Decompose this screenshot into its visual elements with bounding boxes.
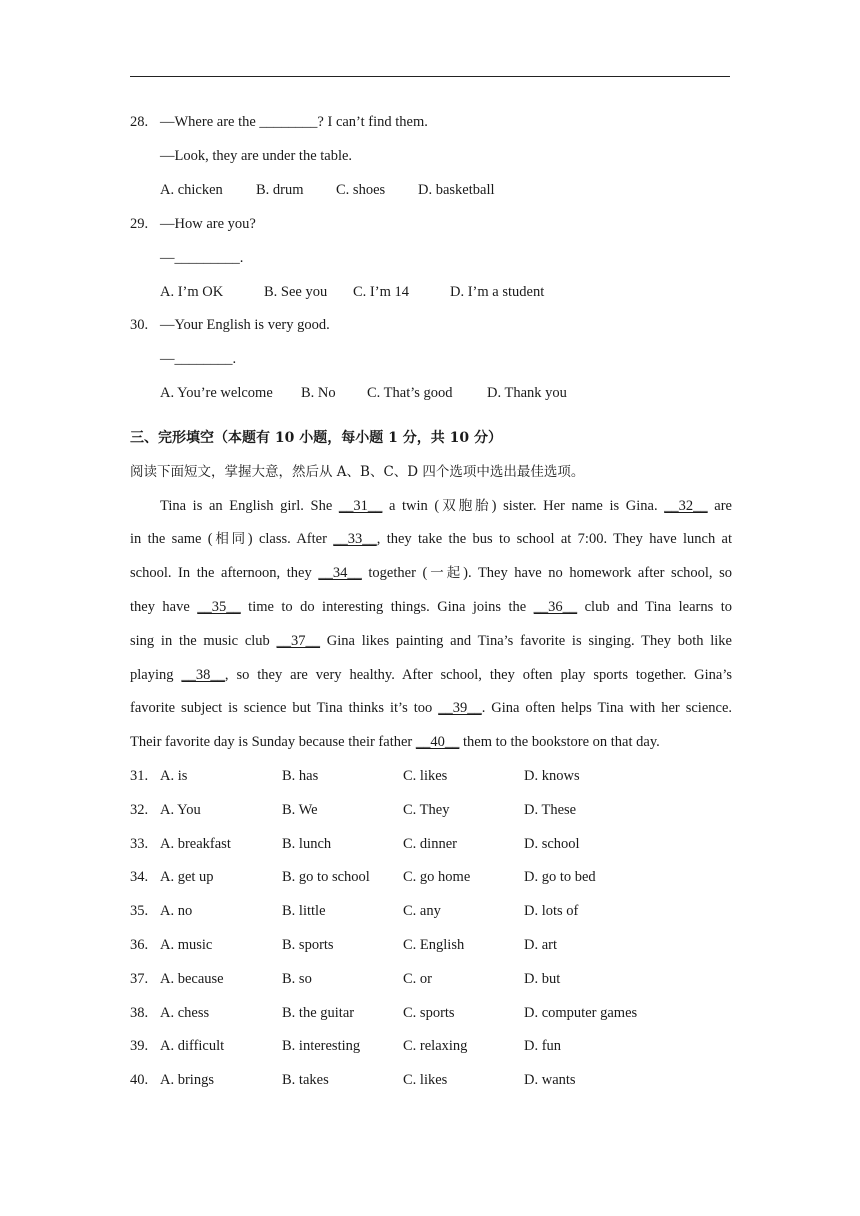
blank-32[interactable]: __32__	[664, 498, 708, 514]
option-b[interactable]: B. No	[301, 385, 336, 401]
header-rule	[130, 76, 730, 77]
question-number: 33.	[130, 836, 149, 852]
option-a[interactable]: A. You’re welcome	[160, 385, 273, 401]
question-number: 30.	[130, 317, 149, 333]
option-d[interactable]: D. school	[524, 836, 580, 852]
question-number: 31.	[130, 768, 149, 784]
option-b[interactable]: B. go to school	[282, 869, 370, 885]
option-d[interactable]: D. but	[524, 971, 561, 987]
option-d[interactable]: D. wants	[524, 1072, 576, 1088]
option-b[interactable]: B. lunch	[282, 836, 332, 852]
option-b[interactable]: B. We	[282, 802, 318, 818]
option-a[interactable]: A. I’m OK	[160, 284, 224, 300]
passage-line-4: they have __35__ time to do interesting things. Gina joins the __36__ club and Tina learns to	[130, 599, 732, 615]
option-a[interactable]: A. You	[160, 802, 201, 818]
option-b[interactable]: B. drum	[256, 182, 304, 198]
option-c[interactable]: C. relaxing	[403, 1038, 468, 1054]
option-d[interactable]: D. fun	[524, 1038, 562, 1054]
option-b[interactable]: B. See you	[264, 284, 328, 300]
option-a[interactable]: A. breakfast	[160, 836, 231, 852]
option-c[interactable]: C. They	[403, 802, 450, 818]
option-b[interactable]: B. the guitar	[282, 1005, 355, 1021]
passage-line-5: sing in the music club __37__ Gina likes painting and Tina’s favorite is singing. They both like	[130, 633, 732, 649]
answer-line: —_________.	[160, 250, 244, 266]
option-a[interactable]: A. difficult	[160, 1038, 225, 1054]
option-a[interactable]: A. brings	[160, 1072, 214, 1088]
option-d[interactable]: D. basketball	[418, 182, 495, 198]
option-c[interactable]: C. That’s good	[367, 385, 453, 401]
question-number: 34.	[130, 869, 149, 885]
option-d[interactable]: D. go to bed	[524, 869, 596, 885]
blank-37[interactable]: __37__	[276, 633, 321, 649]
option-c[interactable]: C. likes	[403, 768, 448, 784]
option-c[interactable]: C. I’m 14	[353, 284, 409, 300]
question-number: 37.	[130, 971, 149, 987]
passage-line-8: Their favorite day is Sunday because their father __40__ them to the bookstore on that day.	[130, 734, 660, 750]
question-number: 35.	[130, 903, 149, 919]
option-c[interactable]: C. dinner	[403, 836, 457, 852]
option-d[interactable]: D. These	[524, 802, 577, 818]
blank-40[interactable]: __40__	[415, 734, 460, 750]
option-a[interactable]: A. get up	[160, 869, 214, 885]
passage-line-7: favorite subject is science but Tina thinks it’s too __39__. Gina often helps Tina with her science.	[130, 700, 733, 716]
question-line: —Your English is very good.	[160, 317, 330, 333]
answer-line: —________.	[160, 351, 237, 367]
passage-line-3: school. In the afternoon, they __34__ together (一起). They have no homework after school, so	[130, 565, 733, 581]
option-a[interactable]: A. chess	[160, 1005, 210, 1021]
passage-line-1: Tina is an English girl. She __31__ a twin (双胞胎) sister. Her name is Gina. __32__ are	[160, 498, 732, 514]
blank-36[interactable]: __36__	[533, 599, 578, 615]
option-c[interactable]: C. go home	[403, 869, 471, 885]
blank-33[interactable]: __33__	[333, 531, 377, 547]
question-line: —Where are the ________? I can’t find them.	[160, 114, 428, 130]
blank-38[interactable]: __38__	[181, 667, 225, 683]
passage-line-6: playing __38__, so they are very healthy. After school, they often play sports together. Gina’s	[130, 667, 733, 683]
option-c[interactable]: C. likes	[403, 1072, 448, 1088]
option-a[interactable]: A. no	[160, 903, 193, 919]
question-number: 38.	[130, 1005, 149, 1021]
section-instruction: 阅读下面短文，掌握大意，然后从 A、B、C、D 四个选项中选出最佳选项。	[130, 464, 585, 480]
option-c[interactable]: C. or	[403, 971, 432, 987]
blank-34[interactable]: __34__	[318, 565, 362, 581]
blank-31[interactable]: __31__	[338, 498, 383, 514]
option-d[interactable]: D. Thank you	[487, 385, 567, 401]
answer-line: —Look, they are under the table.	[160, 148, 353, 164]
question-number: 28.	[130, 114, 149, 130]
question-line: —How are you?	[160, 216, 256, 232]
option-c[interactable]: C. shoes	[336, 182, 386, 198]
option-c[interactable]: C. English	[403, 937, 465, 953]
option-c[interactable]: C. any	[403, 903, 441, 919]
option-d[interactable]: D. art	[524, 937, 558, 953]
option-d[interactable]: D. I’m a student	[450, 284, 545, 300]
option-b[interactable]: B. so	[282, 971, 312, 987]
question-number: 36.	[130, 937, 149, 953]
passage-line-2: in the same (相同) class. After __33__, they take the bus to school at 7:00. They have lunch at	[130, 531, 733, 547]
option-a[interactable]: A. chicken	[160, 182, 223, 198]
section-title: 三、完形填空（本题有 10 小题，每小题 1 分，共 10 分）	[130, 430, 502, 446]
option-c[interactable]: C. sports	[403, 1005, 455, 1021]
question-number: 32.	[130, 802, 149, 818]
option-a[interactable]: A. music	[160, 937, 213, 953]
option-b[interactable]: B. little	[282, 903, 326, 919]
option-d[interactable]: D. lots of	[524, 903, 579, 919]
question-number: 40.	[130, 1072, 149, 1088]
option-b[interactable]: B. takes	[282, 1072, 329, 1088]
blank-39[interactable]: __39__	[438, 700, 482, 716]
option-b[interactable]: B. sports	[282, 937, 334, 953]
option-b[interactable]: B. interesting	[282, 1038, 361, 1054]
option-b[interactable]: B. has	[282, 768, 319, 784]
blank-35[interactable]: __35__	[197, 599, 241, 615]
question-number: 39.	[130, 1038, 149, 1054]
option-a[interactable]: A. is	[160, 768, 188, 784]
question-number: 29.	[130, 216, 149, 232]
option-d[interactable]: D. computer games	[524, 1005, 638, 1021]
option-a[interactable]: A. because	[160, 971, 224, 987]
option-d[interactable]: D. knows	[524, 768, 580, 784]
